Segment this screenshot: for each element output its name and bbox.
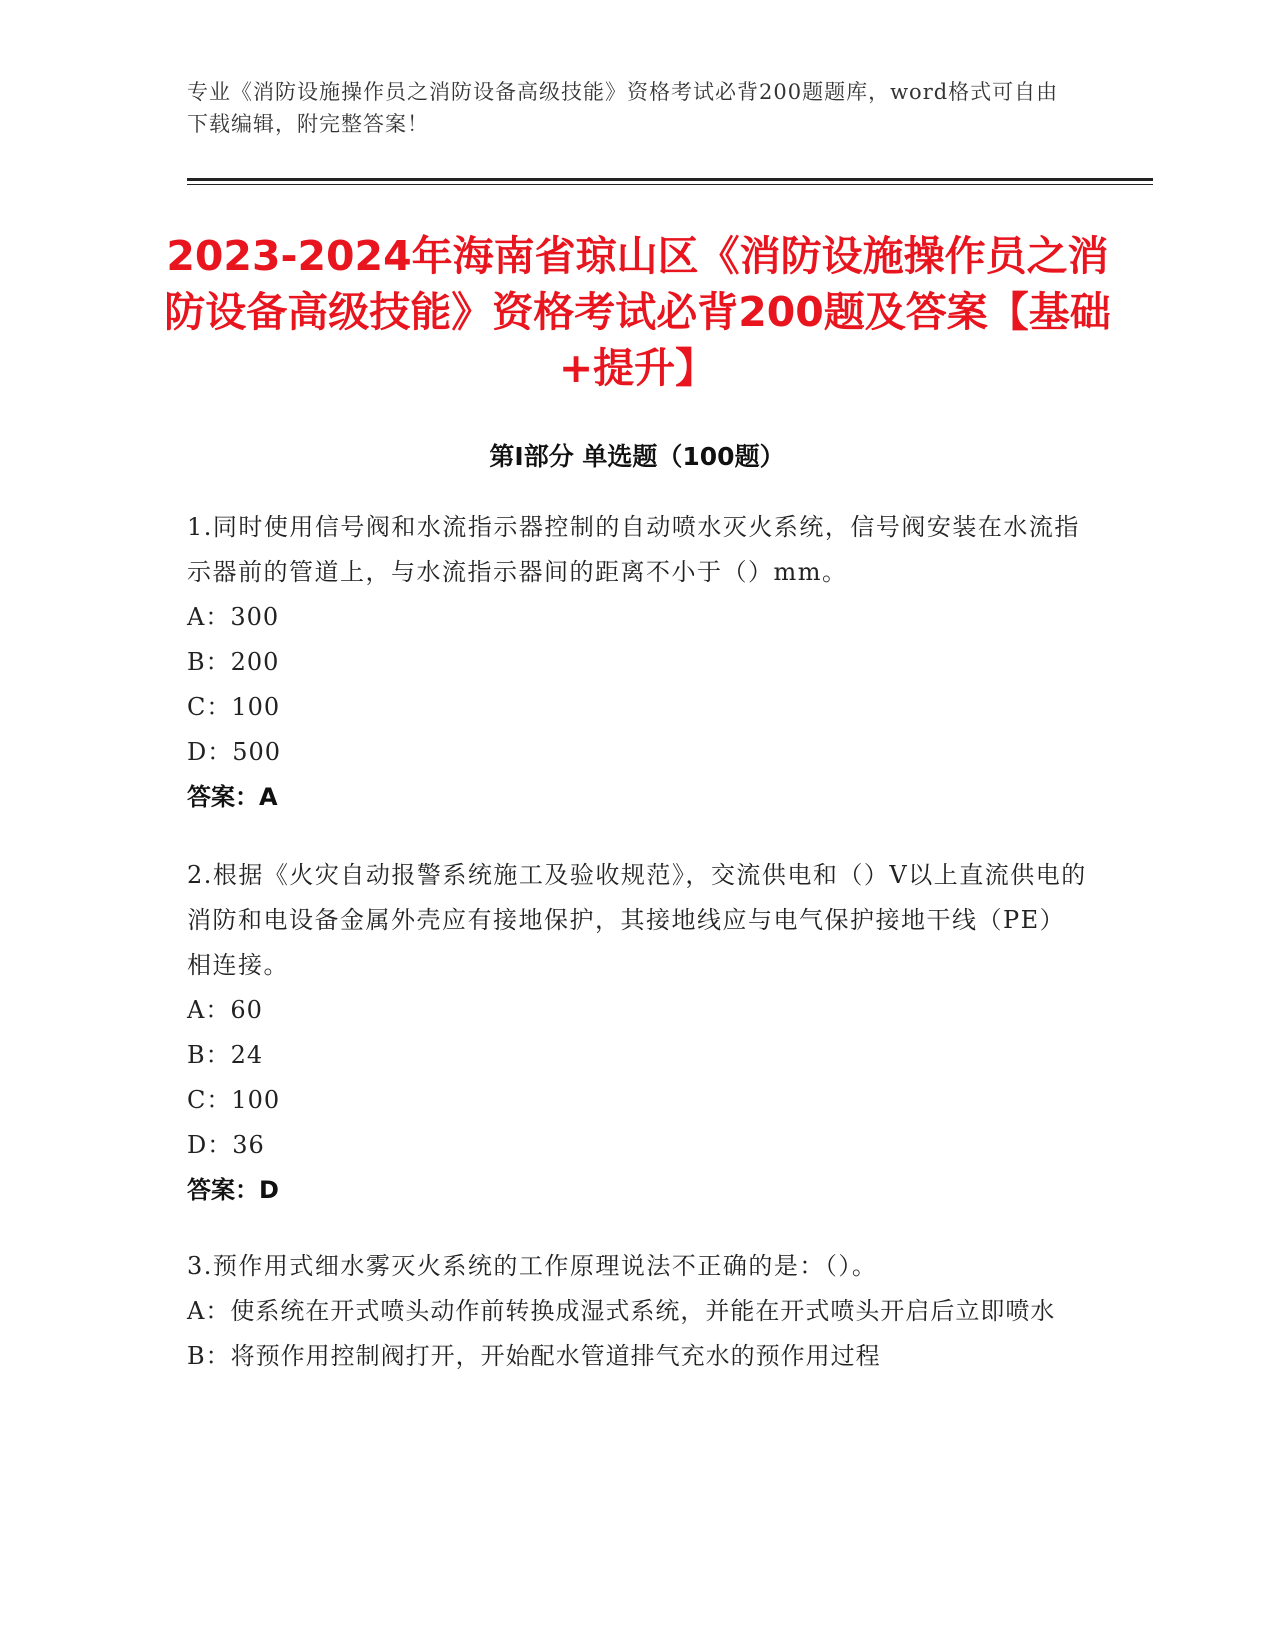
option-d: D：36 bbox=[187, 1131, 265, 1159]
option-a: A：60 bbox=[187, 996, 263, 1024]
question-2 bbox=[187, 853, 1087, 1213]
option-b: B：24 bbox=[187, 1041, 264, 1069]
header-rule-thick bbox=[187, 178, 1153, 181]
option-b: B：200 bbox=[187, 648, 280, 676]
answer: 答案：A bbox=[187, 783, 278, 811]
question-stem: 1.同时使用信号阀和水流指示器控制的自动喷水灭火系统，信号阀安装在水流指示器前的管道上，与水流指示器间的距离不小于（）mm。 bbox=[187, 513, 1080, 586]
header-rule-thin bbox=[187, 184, 1153, 185]
document-title: 2023-2024年海南省琼山区《消防设施操作员之消防设备高级技能》资格考试必背200题及答案【基础+提升】 bbox=[164, 232, 1111, 392]
option-c: C：100 bbox=[187, 1086, 281, 1114]
option-d: D：500 bbox=[187, 738, 282, 766]
header-note: 专业《消防设施操作员之消防设备高级技能》资格考试必背200题题库，word格式可自由下载编辑，附完整答案！ bbox=[187, 80, 1059, 136]
section-title: 第Ⅰ部分 单选题（100题） bbox=[489, 442, 785, 471]
question-3 bbox=[187, 1244, 1087, 1379]
option-c: C：100 bbox=[187, 693, 281, 721]
question-stem: 3.预作用式细水雾灭火系统的工作原理说法不正确的是：（）。 bbox=[187, 1252, 878, 1280]
question-1 bbox=[187, 505, 1087, 820]
option-a: A：300 bbox=[187, 603, 280, 631]
option-a: A：使系统在开式喷头动作前转换成湿式系统，并能在开式喷头开启后立即喷水 bbox=[187, 1297, 1056, 1325]
option-b: B：将预作用控制阀打开，开始配水管道排气充水的预作用过程 bbox=[187, 1342, 881, 1370]
answer: 答案：D bbox=[187, 1176, 279, 1204]
question-stem: 2.根据《火灾自动报警系统施工及验收规范》，交流供电和（）V以上直流供电的消防和电设备金属外壳应有接地保护，其接地线应与电气保护接地干线（PE）相连接。 bbox=[187, 861, 1087, 979]
